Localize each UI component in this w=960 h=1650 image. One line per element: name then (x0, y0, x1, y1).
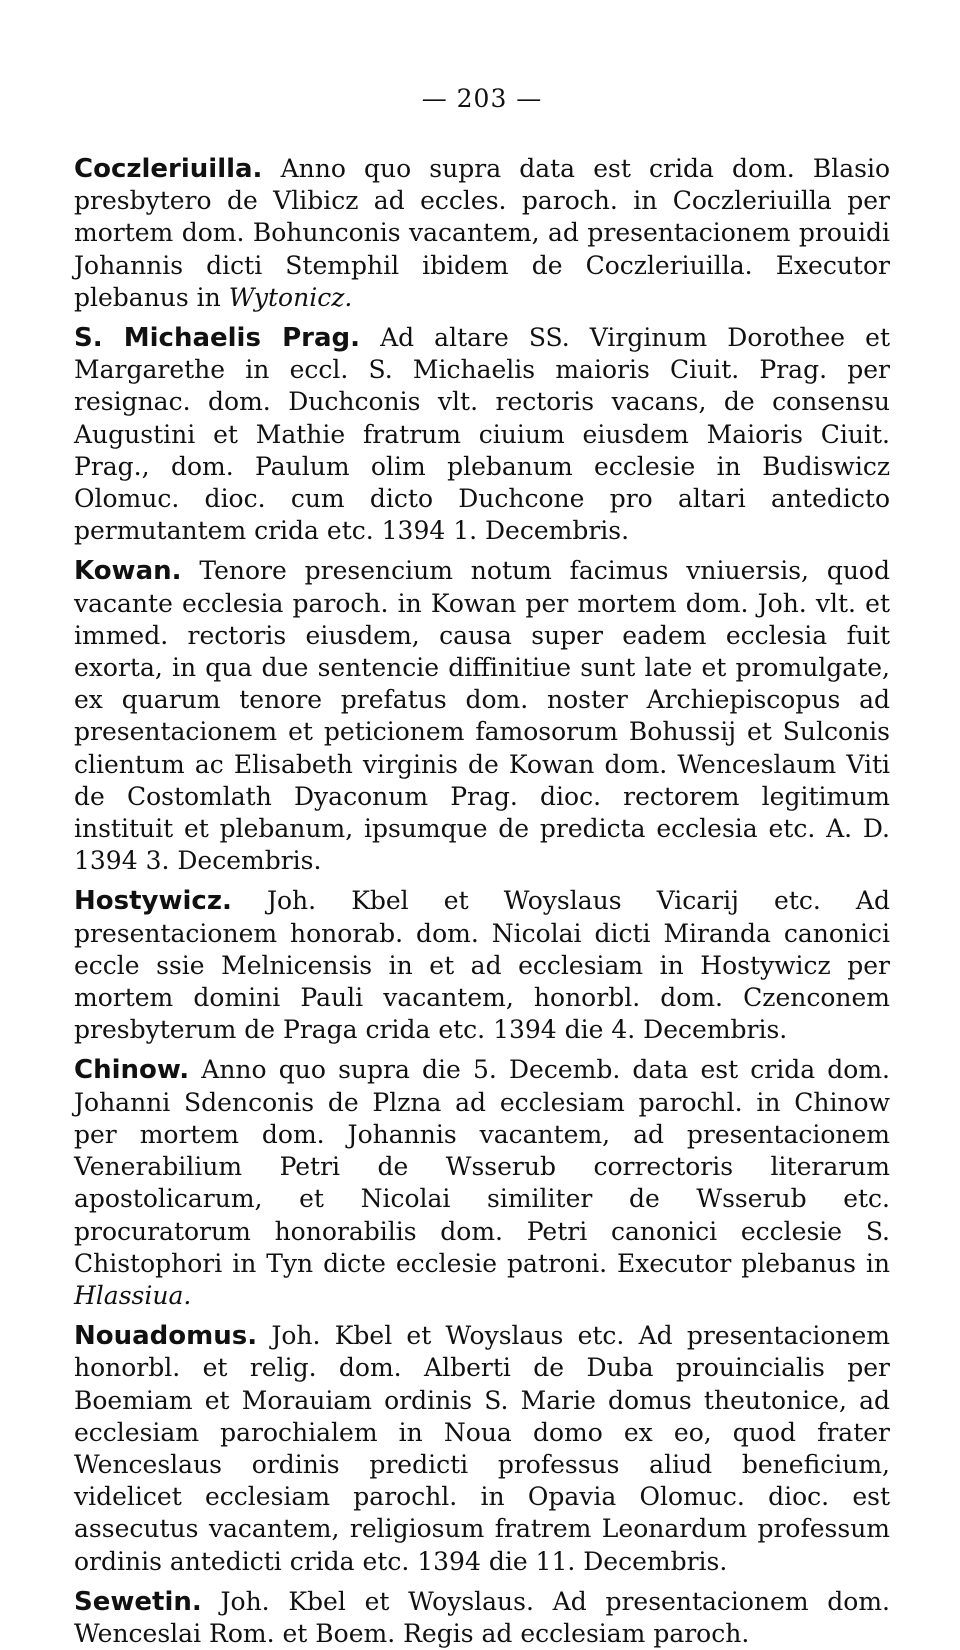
entry-text: Tenore presencium notum facimus vniuersis, quod vacante ecclesia paroch. in Kowan per mortem dom. Joh. vlt. et immed. rectoris eiusdem, causa super eadem ecclesia fuit exorta, in qua due sentencie diffinitiue sunt late et promulgate, ex quarum tenore prefatus dom. noster Archiepiscopus ad presentacionem et peticionem famosorum Bohussij et Sulconis clientum ac Elisabeth virginis de Kowan dom. Wenceslaum Viti de Costomlath Dyaconum Prag. dioc. rectorem legitimum instituit et plebanum, ipsumque de predicta ecclesia etc. A. D. 1394 3. Decembris. (74, 556, 890, 876)
entry-place-name: Chinow. (74, 1055, 190, 1086)
entry-sewetin (74, 1586, 890, 1650)
entry-text: Joh. Kbel et Woyslaus etc. Ad presentacionem honorbl. et relig. dom. Alberti de Duba prouincialis per Boemiam et Morauiam ordinis S. Marie domus theutonice, ad ecclesiam parochialem in Noua domo ex eo, quod frater Wenceslaus ordinis predicti professus aliud beneficium, videlicet ecclesiam parochl. in Opavia Olomuc. dioc. est assecutus vacantem, religiosum fratrem Leonardum professum ordinis antedicti crida etc. 1394 die 11. Decembris. (74, 1321, 890, 1576)
entry-place-name: Nouadomus. (74, 1321, 258, 1352)
entry-place-name: Coczleriuilla. (74, 154, 263, 184)
entry-kowan (74, 555, 890, 877)
entry-text-italic: Hlassiua. (74, 1280, 192, 1310)
entry-nouadomus (74, 1320, 890, 1578)
entry-text: Joh. Kbel et Woyslaus. Ad presentacionem dom. Wenceslai Rom. et Boem. Regis ad ecclesiam paroch. (74, 1586, 890, 1648)
entry-chinow (74, 1054, 890, 1312)
entry-hostywicz (74, 885, 890, 1046)
entry-place-name: Kowan. (74, 556, 182, 587)
entry-place-name: Hostywicz. (74, 886, 232, 917)
entry-text: Anno quo supra die 5. Decemb. data est crida dom. Johanni Sdenconis de Plzna ad ecclesiam parochl. in Chinow per mortem dom. Johannis vacantem, ad presentacionem Venerabilium Petri de Wsserub correctoris literarum apostolicarum, et Nicolai similiter de Wsserub etc. procuratorum honorabilis dom. Petri canonici ecclesie S. Chistophori in Tyn dicte ecclesie patroni. Executor plebanus in (74, 1055, 890, 1278)
entry-place-name: S. Michaelis Prag. (74, 323, 361, 354)
entry-s-michaelis-prag (74, 322, 890, 547)
entry-text: Ad altare SS. Virginum Dorothee et Margarethe in eccl. S. Michaelis maioris Ciuit. Prag. per resignac. dom. Duchconis vlt. rectoris vacans, de consensu Augustini et Mathie fratrum ciuium eiusdem Maioris Ciuit. Prag., dom. Paulum olim plebanum ecclesie in Budiswicz Olomuc. dioc. cum dicto Duchcone pro altari antedicto permutantem crida etc. 1394 1. Decembris. (74, 323, 890, 546)
entry-text-italic: Wytonicz. (228, 282, 353, 312)
entry-text: Joh. Kbel et Woyslaus Vicarij etc. Ad presentacionem honorab. dom. Nicolai dicti Miranda canonici eccle ssie Melnicensis in et ad ecclesiam in Hostywicz per mortem domini Pauli vacantem, honorbl. dom. Czenconem presbyterum de Praga crida etc. 1394 die 4. Decembris. (74, 886, 890, 1045)
entry-text: Anno quo supra data est crida dom. Blasio presbytero de Vlibicz ad eccles. paroch. in Coczleriuilla per mortem dom. Bohunconis vacantem, ad presentacionem prouidi Johannis dicti Stemphil ibidem de Coczleriuilla. Executor plebanus in (74, 154, 890, 312)
entry-coczleriuilla (74, 153, 890, 314)
page-number: — 203 — (421, 84, 543, 113)
entry-place-name: Sewetin. (74, 1586, 202, 1617)
